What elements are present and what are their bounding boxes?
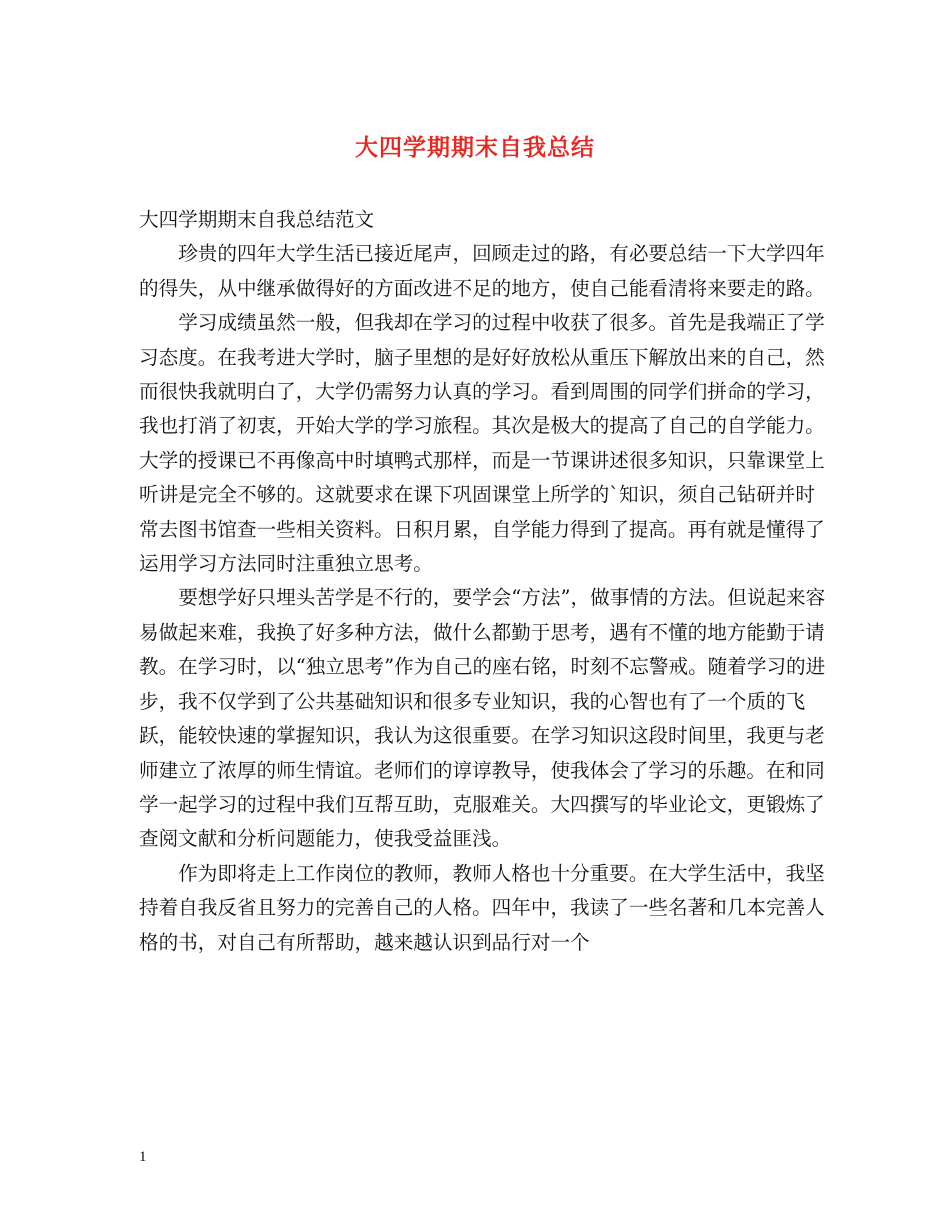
- paragraph-3: 要想学好只埋头苦学是不行的，要学会“方法”，做事情的方法。但说起来容易做起来难，我换了好多种方法，做什么都勤于思考，遇有不懂的地方能勤于请教。在学习时，以“独立思考”作为自己的座右铭，时刻不忘警戒。随着学习的进步，我不仅学到了公共基础知识和很多专业知识，我的心智也有了一个质的飞跃，能较快速的掌握知识，我认为这很重要。在学习知识这段时间里，我更与老师建立了浓厚的师生情谊。老师们的谆谆教导，使我体会了学习的乐趣。在和同学一起学习的过程中我们互帮互助，克服难关。大四撰写的毕业论文，更锻炼了查阅文献和分析问题能力，使我受益匪浅。: [139, 586, 826, 851]
- paragraph-4: 作为即将走上工作岗位的教师，教师人格也十分重要。在大学生活中，我坚持着自我反省且努力的完善自己的人格。四年中，我读了一些名著和几本完善人格的书，对自己有所帮助，越来越认识到品行对一个: [139, 861, 825, 954]
- document-title: 大四学期期末自我总结: [355, 135, 595, 161]
- paragraph-2: 学习成绩虽然一般，但我却在学习的过程中收获了很多。首先是我端正了学习态度。在我考进大学时，脑子里想的是好好放松从重压下解放出来的自己，然而很快我就明白了，大学仍需努力认真的学习。看到周围的同学们拼命的学习，我也打消了初衷，开始大学的学习旅程。其次是极大的提高了自己的自学能力。大学的授课已不再像高中时填鸭式那样，而是一节课讲述很多知识，只靠课堂上听讲是完全不够的。这就要求在课下巩固课堂上所学的`知识，须自己钻研并时常去图书馆查一些相关资料。日积月累，自学能力得到了提高。再有就是懂得了运用学习方法同时注重独立思考。: [139, 311, 825, 576]
- document-subtitle: 大四学期期末自我总结范文: [139, 208, 375, 231]
- page-number: 1: [139, 1149, 147, 1165]
- document-body: [139, 203, 827, 960]
- paragraph-1: 珍贵的四年大学生活已接近尾声，回顾走过的路，有必要总结一下大学四年的得失，从中继承做得好的方面改进不足的地方，使自己能看清将来要走的路。: [139, 242, 825, 300]
